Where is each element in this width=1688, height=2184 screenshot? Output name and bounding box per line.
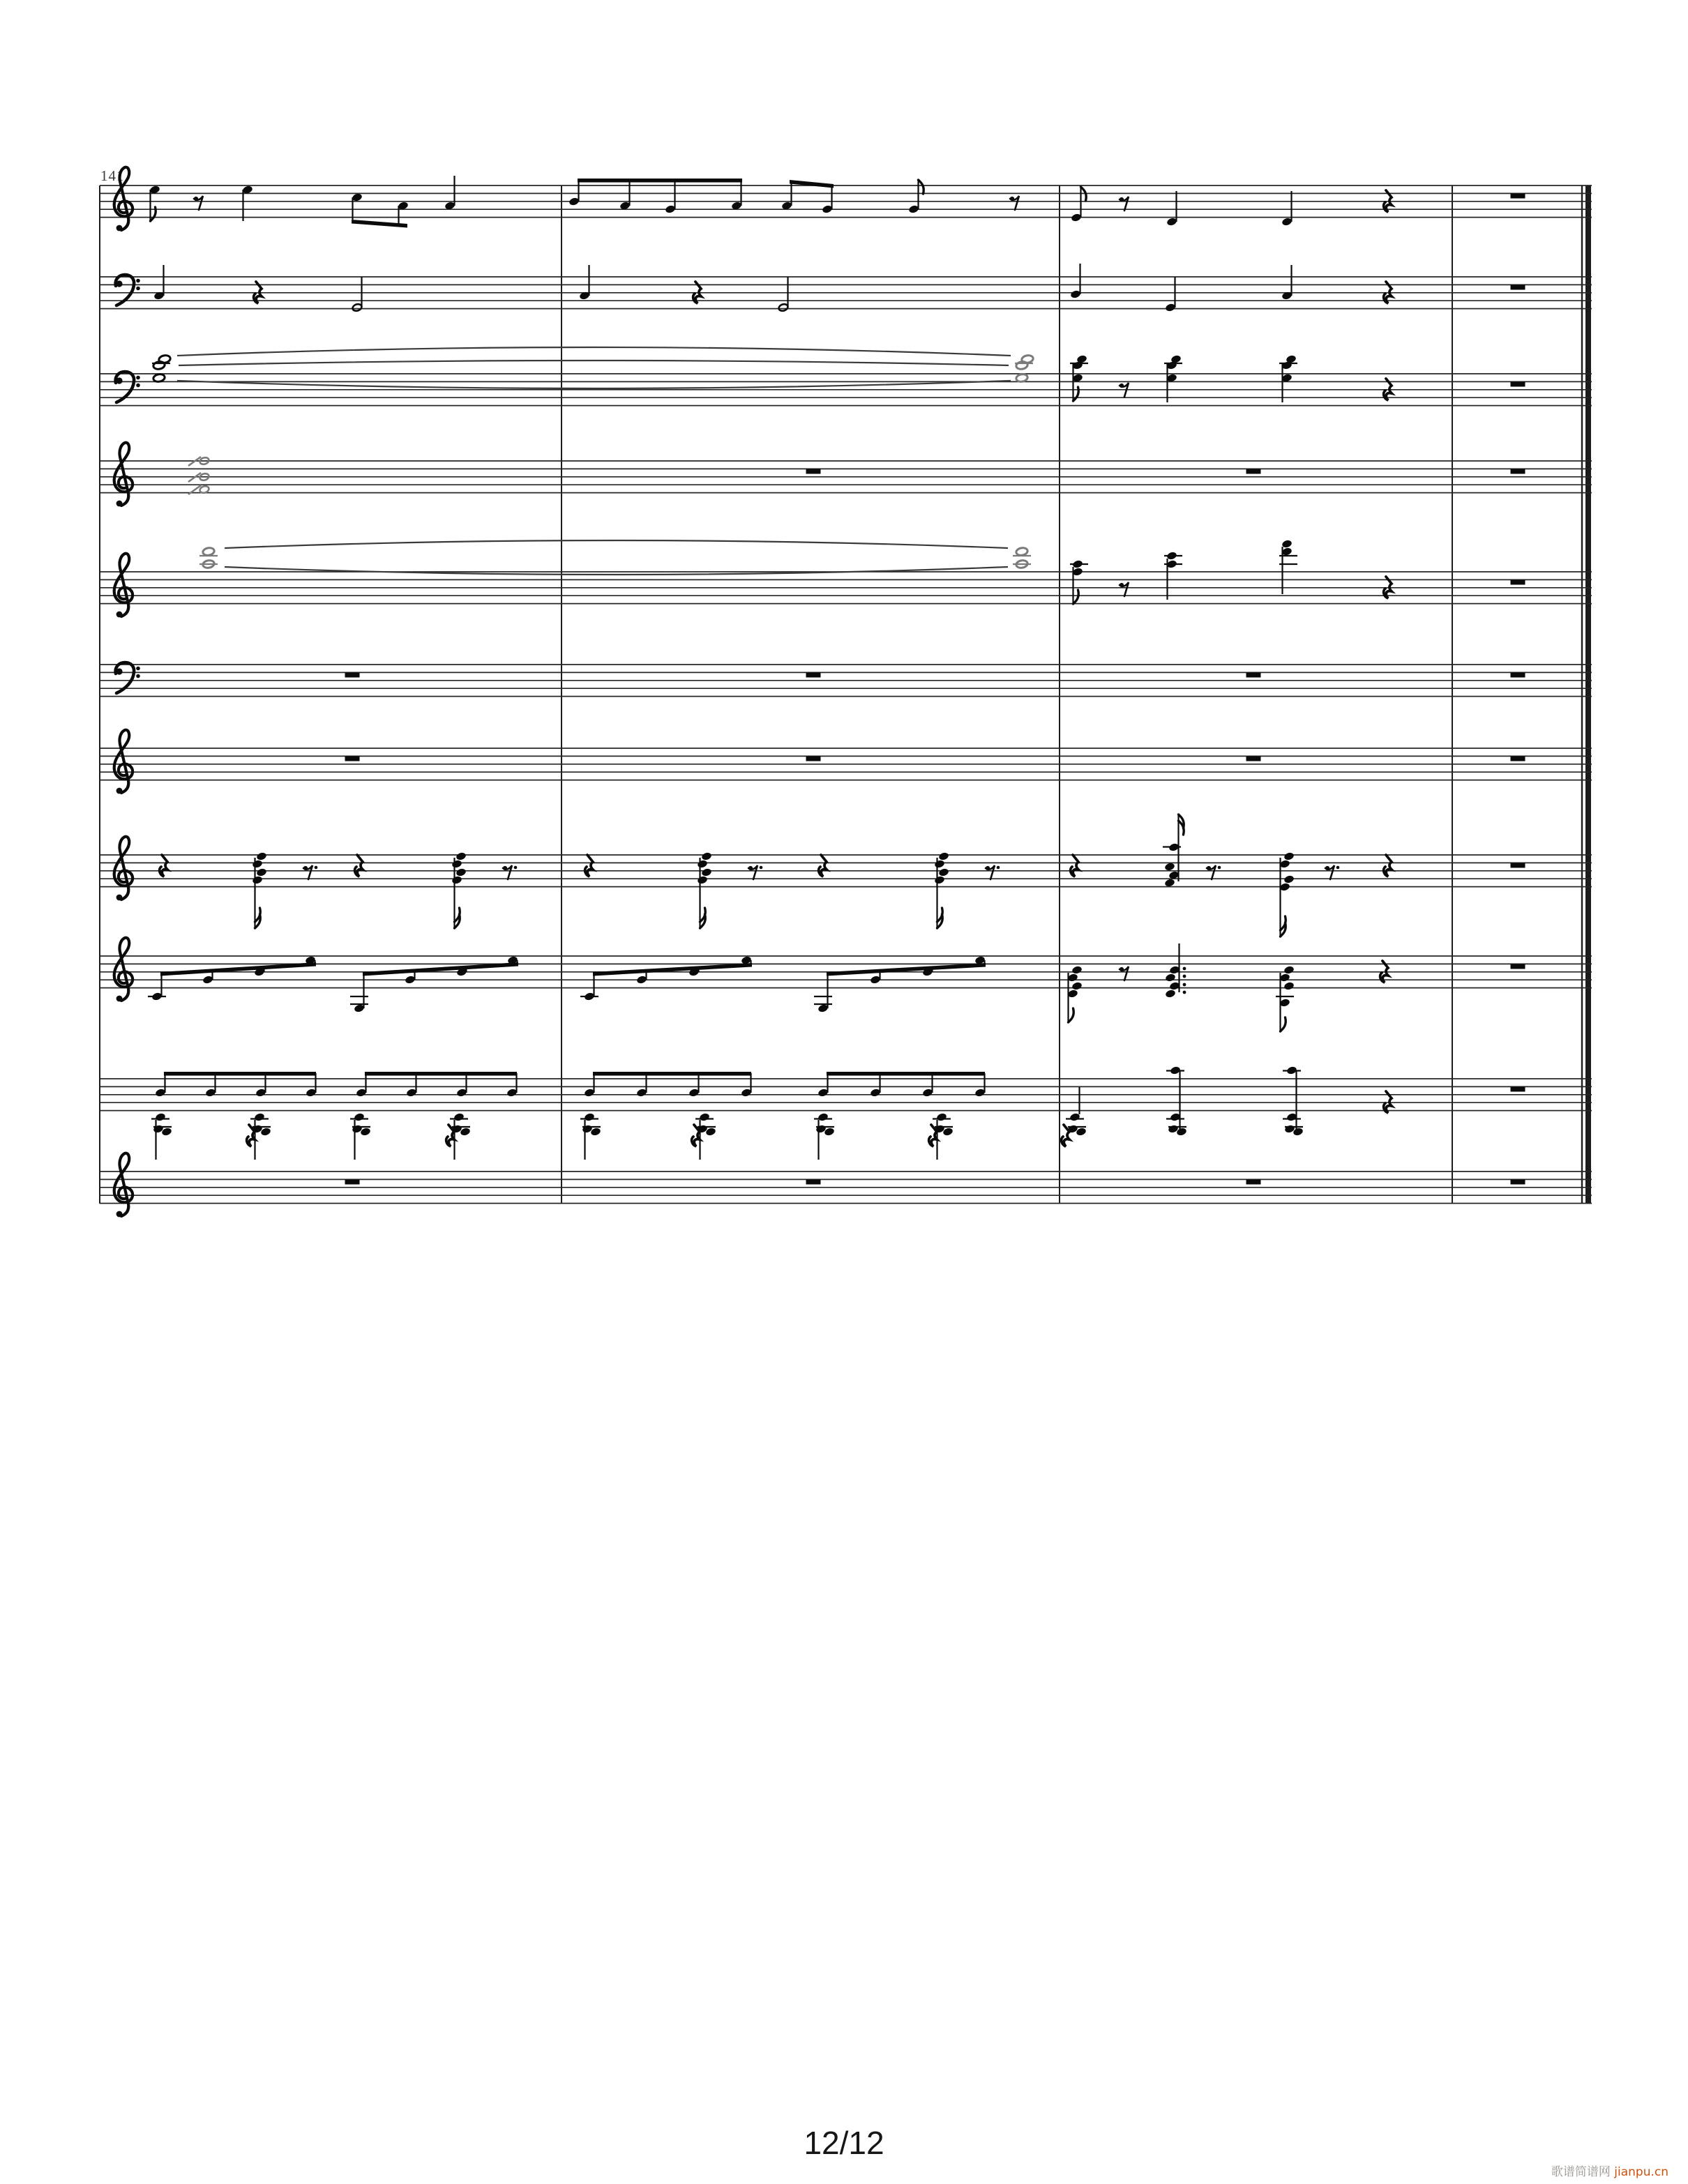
- tie: [225, 567, 1008, 575]
- beam: [593, 1072, 751, 1076]
- notehead: [252, 875, 263, 885]
- rest-dot: [514, 866, 518, 870]
- whole-rest: [345, 673, 360, 678]
- beam: [578, 179, 742, 183]
- quarter-rest: [819, 855, 827, 877]
- beam: [164, 1072, 316, 1076]
- staff-9-group: [100, 938, 1592, 1031]
- barline: [561, 185, 562, 1204]
- notehead-open: [352, 303, 362, 312]
- whole-rest: [1511, 285, 1525, 290]
- barline: [1585, 185, 1591, 1204]
- whole-rest: [1246, 757, 1261, 761]
- notehead: [697, 875, 708, 885]
- notehead: [934, 859, 945, 869]
- notehead: [256, 851, 267, 861]
- beam: [827, 963, 986, 976]
- whole-rest: [345, 1180, 360, 1185]
- augmentation-dot: [1183, 975, 1186, 978]
- beam: [790, 180, 834, 188]
- notehead: [451, 875, 462, 885]
- staff-3-group: [100, 347, 1592, 406]
- notehead: [938, 867, 949, 877]
- whole-rest: [1511, 863, 1525, 868]
- beam: [827, 1072, 985, 1076]
- barline: [1581, 185, 1583, 1204]
- notehead: [451, 859, 462, 869]
- notehead: [701, 851, 712, 861]
- barline: [99, 185, 100, 1204]
- whole-rest: [1246, 1180, 1261, 1185]
- notehead: [938, 851, 949, 861]
- beam: [365, 1072, 517, 1076]
- notehead: [455, 867, 467, 877]
- quarter-rest: [1071, 855, 1078, 877]
- augmentation-dot: [1183, 983, 1186, 987]
- quarter-rest: [355, 855, 363, 877]
- notehead: [1283, 851, 1295, 861]
- tie: [225, 540, 1008, 548]
- notehead: [252, 859, 263, 869]
- quarter-rest: [1062, 1125, 1069, 1146]
- barline: [1452, 185, 1453, 1204]
- rest-dot: [1218, 866, 1221, 870]
- staff-4-group: [100, 443, 1592, 507]
- notehead: [701, 867, 712, 877]
- notehead-whole: [202, 547, 215, 556]
- notehead: [1071, 965, 1083, 975]
- notehead-whole: [1016, 361, 1028, 370]
- notehead-open: [778, 303, 788, 312]
- whole-rest: [1511, 757, 1525, 761]
- treble-clef-icon: [114, 167, 133, 232]
- whole-rest: [806, 1180, 821, 1185]
- watermark: [1551, 2162, 1668, 2179]
- quarter-rest: [160, 855, 167, 877]
- tie: [179, 361, 1009, 365]
- treble-clef-icon: [114, 837, 133, 901]
- note-flag: [1073, 590, 1079, 604]
- staff-10-group: [100, 1066, 1592, 1160]
- staff-6-group: [100, 662, 1592, 697]
- staff-11-group: [100, 1153, 1592, 1218]
- whole-rest: [806, 469, 821, 474]
- whole-rest: [806, 673, 821, 678]
- whole-rest: [1246, 673, 1261, 678]
- augmentation-dot: [1183, 967, 1186, 971]
- staff-5-group: [100, 539, 1592, 617]
- treble-clef-icon: [114, 938, 133, 1002]
- watermark-url: jianpu.cn: [1614, 2165, 1668, 2179]
- watermark-site-name: 歌谱简谱网: [1551, 2165, 1611, 2179]
- notehead-whole: [1016, 547, 1028, 556]
- notehead: [1283, 874, 1295, 884]
- note-flag: [1069, 1008, 1074, 1022]
- whole-rest: [345, 757, 360, 761]
- staff-2-group: [100, 264, 1592, 312]
- whole-rest: [1511, 1180, 1525, 1185]
- tie: [177, 347, 1011, 356]
- whole-rest: [1511, 964, 1525, 969]
- measure-number-label: 141: [100, 167, 125, 184]
- staff-1-group: [100, 167, 1592, 232]
- notehead: [1071, 981, 1083, 991]
- beam: [593, 963, 752, 976]
- whole-rest: [1511, 580, 1525, 585]
- notehead: [934, 875, 945, 885]
- whole-rest: [806, 757, 821, 761]
- notehead: [1165, 989, 1176, 999]
- staff-8-group: [100, 814, 1592, 936]
- notehead: [256, 867, 267, 877]
- treble-clef-icon: [114, 554, 133, 618]
- rest-dot: [1336, 866, 1340, 870]
- whole-rest: [1511, 1087, 1525, 1092]
- treble-clef-icon: [114, 443, 133, 507]
- rest-dot: [760, 866, 763, 870]
- page-number-label: 12/12: [804, 2125, 884, 2161]
- notehead: [1283, 981, 1295, 991]
- rest-dot: [997, 866, 1000, 870]
- whole-rest: [1511, 194, 1525, 199]
- barlines: [99, 185, 1591, 1204]
- quarter-rest: [1384, 855, 1392, 877]
- treble-clef-icon: [114, 730, 133, 794]
- notehead-whole: [153, 361, 165, 370]
- note-flag: [1281, 1017, 1286, 1031]
- whole-rest: [1511, 382, 1525, 387]
- barline: [1059, 185, 1060, 1204]
- note-flag: [919, 180, 924, 194]
- notehead: [455, 851, 467, 861]
- notehead: [697, 859, 708, 869]
- staff-7-group: [100, 730, 1592, 794]
- notehead: [1283, 965, 1295, 975]
- notehead: [1165, 973, 1176, 983]
- treble-clef-icon: [114, 1153, 133, 1218]
- rest-dot: [315, 866, 318, 870]
- augmentation-dot: [1183, 991, 1186, 994]
- whole-rest: [1511, 469, 1525, 474]
- whole-rest: [1246, 469, 1261, 474]
- quarter-rest: [585, 855, 593, 877]
- whole-rest: [1511, 673, 1525, 678]
